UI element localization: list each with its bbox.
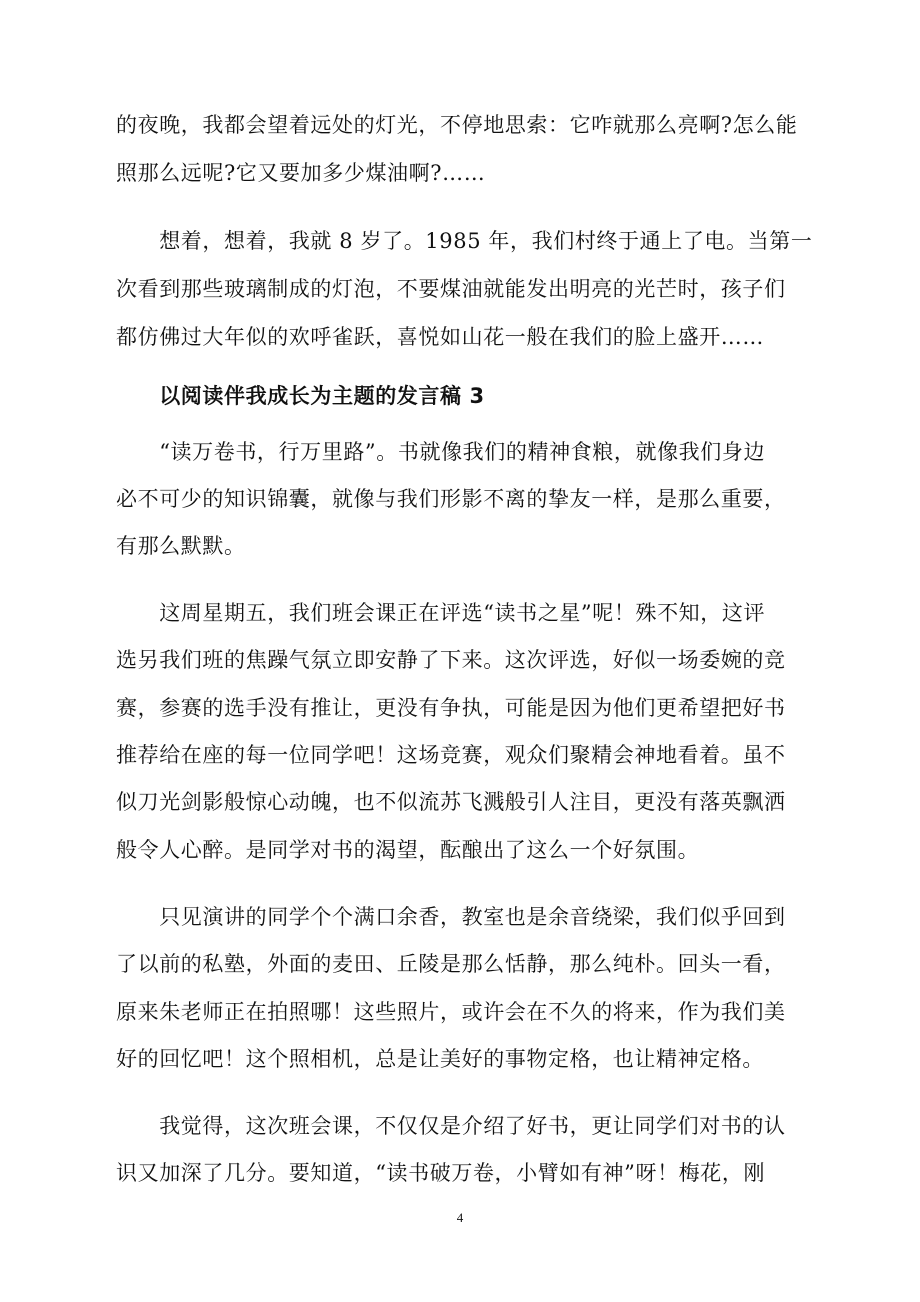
text-line: 都仿佛过大年似的欢呼雀跃，喜悦如山花一般在我们的脸上盛开……: [116, 325, 764, 349]
section-heading: 以阅读伴我成长为主题的发言稿 3: [116, 384, 485, 408]
text-line: 的夜晚，我都会望着远处的灯光，不停地思索：它咋就那么亮啊?怎么能: [116, 113, 798, 137]
text-line: 这周星期五，我们班会课正在评选“读书之星”呢！殊不知，这评: [116, 601, 766, 625]
text-line: 有那么默默。: [116, 534, 246, 558]
text-line: 我觉得，这次班会课，不仅仅是介绍了好书，更让同学们对书的认: [116, 1114, 786, 1138]
text-line: 必不可少的知识锦囊，就像与我们形影不离的挚友一样，是那么重要，: [116, 487, 786, 511]
text-line: 似刀光剑影般惊心动魄，也不似流苏飞溅般引人注目，更没有落英飘洒: [116, 790, 786, 814]
text-line: 推荐给在座的每一位同学吧！这场竞赛，观众们聚精会神地看着。虽不: [116, 743, 786, 767]
text-line: 只见演讲的同学个个满口余香，教室也是余音绕梁，我们似乎回到: [116, 905, 786, 929]
text-line: 照那么远呢?它又要加多少煤油啊?……: [116, 161, 486, 185]
text-line: 原来朱老师正在拍照哪！这些照片，或许会在不久的将来，作为我们美: [116, 1000, 786, 1024]
text-line: 好的回忆吧！这个照相机，总是让美好的事物定格，也让精神定格。: [116, 1047, 764, 1071]
text-line: 选另我们班的焦躁气氛立即安静了下来。这次评选，好似一场委婉的竞: [116, 648, 786, 672]
page-number: 4: [456, 1210, 464, 1225]
text-line: 赛，参赛的选手没有推让，更没有争执，可能是因为他们更希望把好书: [116, 696, 786, 720]
text-line: 了以前的私塾，外面的麦田、丘陵是那么恬静，那么纯朴。回头一看，: [116, 952, 786, 976]
text-line: 般令人心醉。是同学对书的渴望，酝酿出了这么一个好氛围。: [116, 838, 700, 862]
text-line: 次看到那些玻璃制成的灯泡，不要煤油就能发出明亮的光芒时，孩子们: [116, 277, 786, 301]
text-line: 识又加深了几分。要知道，“读书破万卷，小臂如有神”呀！梅花，刚: [116, 1161, 766, 1185]
text-line: “读万卷书，行万里路”。书就像我们的精神食粮，就像我们身边: [116, 440, 766, 464]
text-line: 想着，想着，我就 8 岁了。1985 年，我们村终于通上了电。当第一: [116, 229, 813, 253]
